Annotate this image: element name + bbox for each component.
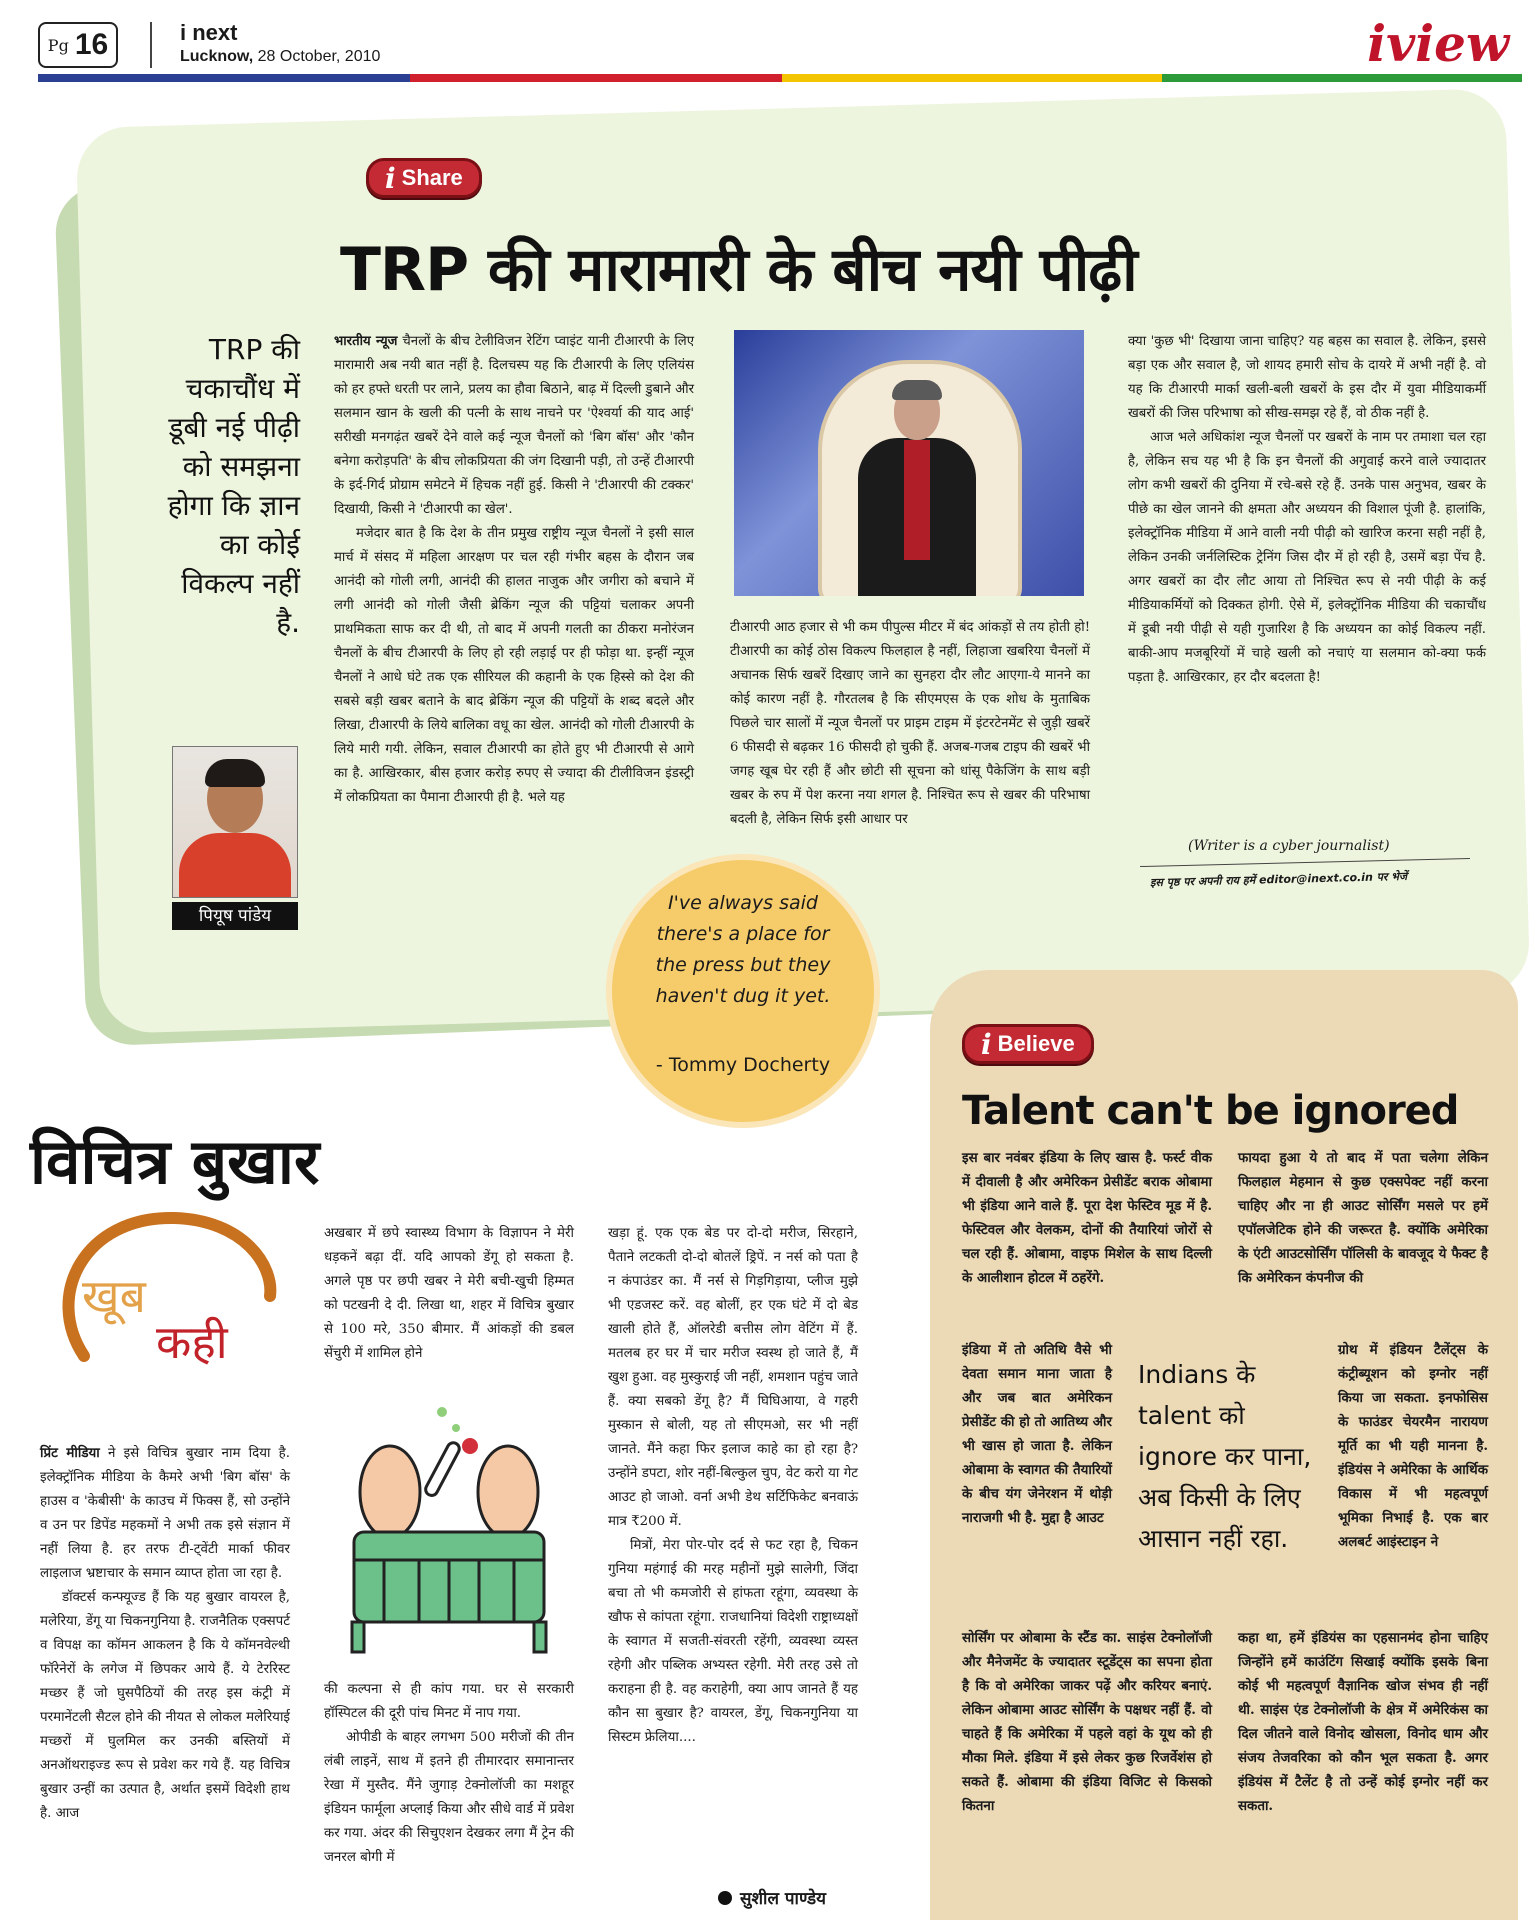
author-photo: [172, 746, 298, 898]
fever-byline-name: सुशील पाण्डेय: [740, 1889, 826, 1909]
sick-patient-illustration: [324, 1400, 574, 1660]
believe-col1-bottom-text: सोर्सिंग पर ओबामा के स्टैंड का. साइंस टेक्नोलॉजी और मैनेजमेंट के ज्यादातर स्टूडेंट्स का सपना होता है कि वो अमेरिका जाकर पढ़ें और करियर बनाएं. लेकिन ओबामा आउट सोर्सिंग के पक्षधर नहीं हैं. वो चाहते हैं कि अमेरिका में पहले वहां के यूथ को ही मौका मिले. इंडिया में इसे लेकर कुछ रिजर्वेशंस हो सकते हैं. ओबामा की इंडिया विजिट से किसको कितना: [962, 1630, 1212, 1814]
badge-i-letter: i: [981, 1027, 992, 1061]
dateline-city: Lucknow,: [180, 48, 254, 65]
fever-column-2-bottom: [324, 1678, 574, 1870]
fever-col1-para-2: डॉक्टर्स कन्फ्यूज्ड हैं कि यह बुखार वायरल है, मलेरिया, डेंगू या चिकनगुनिया है. राजनैतिक एक्सपर्ट व विपक्ष का कॉमन आकलन है कि ये कॉमनवेल्थी फॉरेनेरों के लगेज में छिपकर आये हैं. ये टेररिस्ट मच्छर हैं जो घुसपैठियों की तरह इस कंट्री में परमानेंटली सैटल होने की नीयत से लोकल मलेरियाई मच्छरों में घुलमिल कर उनकी बस्तियों में अनऑथराइज्ड रूप से प्रवेश कर गये हैं. यह विचित्र बुखार उन्हीं का उत्पात है, अर्थात इसमें विदेशी हाथ है. आज: [40, 1590, 290, 1821]
believe-pull-quote: Indians के talent को ignore कर पाना, अब किसी के लिए आसान नहीं रहा.: [1138, 1360, 1312, 1553]
share-col3-para-1: क्या 'कुछ भी' दिखाया जाना चाहिए? यह बहस का सवाल है. लेकिन, इससे बड़ा एक और सवाल है, जो शायद हमारी सोच के दायरे में अभी नहीं है. वो यह कि टीआरपी मार्का खली-बली खबरों के इस दौर में युवा मीडियाकर्मी खबरों की जिस परिभाषा को सीख-समझ रहे हैं, वो ठीक नहीं है.: [1128, 334, 1486, 421]
believe-col2-top-text: फायदा हुआ ये तो बाद में पता चलेगा लेकिन फिलहाल मेहमान से कुछ एक्सपेक्ट नहीं करना चाहिए और ना ही आउट सोर्सिंग मसले पर हमें एपॉलजेटिक होने की जरूरत है. क्योंकि अमेरिका के एंटी आउटसोर्सिंग पॉलिसी के बावजूद ये फैक्ट है कि अमेरिकन कंपनीज की: [1238, 1150, 1488, 1286]
fever-column-2-top: [324, 1222, 574, 1366]
believe-col2-mid: [1338, 1338, 1488, 1554]
page-number: 16: [74, 28, 109, 61]
writer-note: (Writer is a cyber journalist): [1188, 838, 1390, 854]
page-number-box: [38, 22, 118, 68]
quote-text: I've always said there's a place for the press but they haven't dug it yet.: [655, 892, 831, 1007]
publication-name: i next: [180, 20, 238, 45]
logo-word-2: कही: [156, 1315, 228, 1369]
badge-i-letter: i: [385, 161, 396, 195]
share-col1-para-1-text: चैनलों के बीच टेलीविजन रेटिंग प्वाइंट यानी टीआरपी के लिए मारामारी अब नयी बात नहीं है. दिलचस्प यह कि टीआरपी के लिए एलियंस को हर हफ्ते धरती पर लाने, प्रलय का हौवा बिठाने, बाढ़ में दिल्ली डुबाने और सलमान खान के खली की पत्नी के साथ नाचने पर 'ऐश्वर्या की याद आई' सरीखी मनगढ़ंत खबरें देने वाले कई न्यूज चैनलों को 'बिग बॉस' और 'कौन बनेगा करोड़पति' के बीच लोकप्रियता की जंग दिखानी पड़ी, तो उन्हें टीआरपी के इर्द-गिर्द प्रोग्राम समेटने में हिचक नहीं हुई. किसी ने 'टीआरपी की टक्कर' दिखायी, किसी ने 'टीआरपी का खेल'.: [334, 334, 694, 517]
fever-byline: [718, 1886, 826, 1909]
khoob-kahi-logo: [44, 1206, 284, 1406]
fever-col3-para-1: खड़ा हूं. एक एक बेड पर दो-दो मरीज, सिरहाने, पैताने लटकती दो-दो बोतलें ड्रिपें. न नर्स को पता है न कंपाउंडर का. मैं नर्स से गिड़गिड़ाया, प्लीज मुझे भी एडजस्ट करें. वह बोलीं, हर एक घंटे में दो बेड खाली होते हैं, ऑलरेडी बत्तीस लोग वेटिंग में हैं. मतलब हर घर में चार मरीज स्वस्थ हो जाते हैं, मैं खुश हुआ. वह मुस्कुराई जी नहीं, शमशान पहुंच जाते हैं. क्या सबको डेंगू है? मैं घिघिआया, वे गहरी मुस्कान से बोली, यह तो सीएमओ, सर भी नहीं जानते. मैंने कहा फिर इलाज काहे का हो रहा है? उन्होंने डपटा, शोर नहीं-बिल्कुल चुप, वेट करो या गेट आउट हो जाओ. वर्ना अभी डेथ सर्टिफिकेट बनवाऊं मात्र ₹200 में.: [608, 1226, 858, 1529]
dateline: [180, 48, 380, 66]
contact-line: इस पृष्ठ पर अपनी राय हमें editor@inext.co.in पर भेजें: [1149, 869, 1408, 890]
color-bar-green: [1162, 74, 1522, 82]
believe-col1-bottom: [962, 1626, 1212, 1818]
fever-column-1: [40, 1442, 290, 1826]
fever-col2-bottom-para-1: की कल्पना से ही कांप गया. घर से सरकारी हॉस्पिटल की दूरी पांच मिनट में नाप गया.: [324, 1682, 574, 1721]
celebrity-photo: [734, 330, 1084, 596]
share-col2-para-1: टीआरपी आठ हजार से भी कम पीपुल्स मीटर में बंद आंकड़ों से तय होती हो! टीआरपी का कोई ठोस विकल्प फिलहाल है नहीं, लिहाजा खबरिया चैनलों में अचानक सिर्फ खबरें दिखाए जाने का सुनहरा दौर लौट आएगा-ये मानने का कोई कारण नहीं है. गौरतलब है कि सीएमएस के एक शोध के मुताबिक पिछले चार सालों में न्यूज चैनलों पर प्राइम टाइम में इंटरटेनमेंट से जुड़ी खबरें 6 फीसदी से बढ़कर 16 फीसदी हो चुकी हैं. अजब-गजब टाइप की खबरें भी जगह खूब घेर रही हैं और छोटी सी सूचना को धांसू पैकेजिंग के साथ बड़ी खबर के रुप में पेश करना नया शगल है. निश्चित रूप से खबर की परिभाषा बदली है, लेकिन सिर्फ इसी आधार पर: [730, 620, 1090, 827]
patient-in-bed-drawing: [324, 1400, 574, 1660]
believe-col1-top: [962, 1146, 1212, 1290]
byline-bullet: [718, 1891, 732, 1905]
believe-col1-mid: [962, 1338, 1112, 1530]
fever-col2-bottom-para-2: ओपीडी के बाहर लगभग 500 मरीजों की तीन लंबी लाइनें, साथ में इतने ही तीमारदार समानान्तर रेखा में मुस्तैद. मैंने जुगाड़ टेक्नोलॉजी का मशहूर इंडियन फार्मूला अप्लाई किया और सीधे वार्ड में प्रवेश कर गया. अंदर की सिचुएशन देखकर लगा मैं ट्रेन की जनरल बोगी में: [324, 1730, 574, 1865]
color-bar-red: [410, 74, 782, 82]
believe-col1-top-text: इस बार नवंबर इंडिया के लिए खास है. फर्स्ट वीक में दीवाली है और अमेरिकन प्रेसीडेंट बराक ओबामा भी इंडिया आने वाले हैं. पूरा देश फेस्टिव मूड में है. फेस्टिवल और वेलकम, दोनों की तैयारियां जोरों से चल रही हैं. ओबामा, वाइफ मिशेल के साथ दिल्ली के आलीशान होटल में ठहरेंगे.: [962, 1150, 1212, 1286]
fever-lead-in: प्रिंट मीडिया: [40, 1446, 100, 1461]
believe-col2-mid-text: ग्रोथ में इंडियन टैलेंट्स के कंट्रीब्यूशन को इग्नोर नहीं किया जा सकता. इनफोसिस के फाउंडर चेयरमैन नारायण मूर्ति का भी यही मानना है. इंडियंस ने अमेरिका के आर्थिक विकास में भी महत्वपूर्ण भूमिका निभाई है. एक बार अलबर्ट आइंस्टाइन ने: [1338, 1342, 1488, 1550]
share-column-2: [730, 616, 1090, 832]
author-caption: पियूष पांडेय: [172, 902, 298, 930]
share-col1-para-2: मजेदार बात है कि देश के तीन प्रमुख राष्ट्रीय न्यूज चैनलों ने इसी साल मार्च में संसद में महिला आरक्षण पर चल रही गंभीर बहस के दौरान जब आनंदी को गोली लगी, आनंदी की हालत नाजुक और जगीरा को बचाने में लगी आनंदी को गोली जैसी ब्रेकिंग न्यूज की पट्टियां चलाकर अपनी प्राथमिकता साफ कर दी थी, तो बाद में अपनी गलती का ठीकरा मनोरंजन चैनलों के बीच टीआरपी के लिए हो रही लड़ाई पर ही फोड़ा था. इन्हीं न्यूज चैनलों ने आधे घंटे तक एक सीरियल की कहानी के एक हिस्से को देश की सबसे बड़ी खबर बताने के बाद ब्रेकिंग न्यूज की पट्टियों के शब्द बदले और लिखा, टीआरपी के लिये बालिका वधू का खेल. आनंदी को गोली टीआरपी के लिये मारी गयी. लेकिन, सवाल टीआरपी का होते हुए भी टीआरपी से आगे का है. आखिरकार, बीस हजार करोड़ रुपए से ज्यादा की टीलीविजन इंडस्ट्री में लोकप्रियता का पैमाना टीआरपी ही है. भले यह: [334, 526, 694, 805]
believe-col2-bottom-text: कहा था, हमें इंडियंस का एहसानमंद होना चाहिए जिन्होंने हमें काउंटिंग सिखाई क्योंकि इसके बिना कोई भी महत्वपूर्ण वैज्ञानिक खोज संभव ही नहीं थी. साइंस एंड टेक्नोलॉजी के क्षेत्र में अमेरिकंस का दिल जीतने वाले विनोद खोसला, विनोद धाम और संजय तेजवरिका को कौन भूल सकता है. अगर इंडियंस में टैलेंट है तो उन्हें कोई इग्नोर नहीं कर सकता.: [1238, 1630, 1488, 1814]
share-col1-para-1: [334, 330, 694, 522]
header-divider: [150, 22, 152, 68]
dateline-date: 28 October, 2010: [257, 48, 381, 65]
believe-headline: Talent can't be ignored: [962, 1088, 1459, 1134]
believe-badge: [962, 1024, 1094, 1064]
believe-badge-label: Believe: [997, 1031, 1075, 1056]
believe-col2-bottom: [1238, 1626, 1488, 1818]
quote-circle: [612, 860, 874, 1122]
quote-attribution: - Tommy Docherty: [655, 1054, 831, 1076]
share-col3-para-2: आज भले अधिकांश न्यूज चैनलों पर खबरों के नाम पर तमाशा चल रहा है, लेकिन सच यह भी है कि इन चैनलों की अगुवाई करने वाले ज्यादातर लोग कभी खबरों की दुनिया में रचे-बसे रहे हैं. उनके पास अनुभव, खबर के पीछे का खेल जानने की क्षमता और अध्ययन की विशाल पूंजी है. हालांकि, इलेक्ट्रॉनिक मीडिया में आने वाली नयी पीढ़ी को खारिज करना सही नहीं है, लेकिन उनकी जर्नलिस्टिक ट्रेनिंग जिस दौर में हो रही है, उसमें बड़ा पेंच है. अगर खबरों का दौर लौट आया तो निश्चित रूप से नयी पीढ़ी के कई मीडियाकर्मियों को दिक्कत होगी. ऐसे में, इलेक्ट्रॉनिक मीडिया की चकाचौंध में डूबी नयी पीढ़ी से यही गुजारिश है कि अध्ययन का कोई विकल्प नहीं. बाकी-आप मजबूरियों में चाहे खली को नचाएं या सलमान को-क्या फर्क पड़ता है. आखिरकार, हर दौर बदलता है!: [1128, 430, 1486, 685]
believe-col2-top: [1238, 1146, 1488, 1290]
share-pull-quote: TRP की चकाचौंध में डूबी नई पीढ़ी को समझना होगा कि ज्ञान का कोई विकल्प नहीं है.: [167, 333, 300, 639]
fever-headline: विचित्र बुखार: [30, 1125, 320, 1198]
section-brand-logo: iview: [1367, 14, 1509, 73]
logo-word-1: खूब: [82, 1269, 146, 1323]
share-column-1: [334, 330, 694, 810]
share-headline: TRP की मारामारी के बीच नयी पीढ़ी: [340, 235, 1137, 305]
share-badge: [366, 158, 482, 198]
fever-col1-para-1-text: ने इसे विचित्र बुखार नाम दिया है. इलेक्ट्रॉनिक मीडिया के कैमरे अभी 'बिग बॉस' के हाउस व 'केबीसी' के काउच में फिक्स हैं, सो उन्होंने व उन पर डिपेंड महकमों ने अभी तक इसे संज्ञान में नहीं लिया है. हर तरफ टी-ट्वेंटी मार्का फीवर लाइलाज भ्रष्टाचार के समान व्याप्त होता जा रहा है.: [40, 1446, 290, 1581]
share-column-3: [1128, 330, 1486, 690]
fever-col2-top-text: अखबार में छपे स्वास्थ्य विभाग के विज्ञापन ने मेरी धड़कनें बढ़ा दीं. यदि आपको डेंगू हो सकता है. अगले पृष्ठ पर छपी खबर ने मेरी बची-खुची हिम्मत को पटखनी दे दी. लिखा था, शहर में विचित्र बुखार से 100 मरे, 350 बीमार. मैं आंकड़ों की डबल सेंचुरी में शामिल होने: [324, 1226, 574, 1361]
color-bar-blue: [38, 74, 410, 82]
fever-col3-para-2: मित्रों, मेरा पोर-पोर दर्द से फट रहा है, चिकन गुनिया महंगाई की मरह महीनों मुझे सालेगी, जिंदा बचा तो भी कमजोरी से हांफता रहूंगा, व्यवस्था के खौफ से कांपता रहूंगा. राजधानियां विदेशी राष्ट्राध्यक्षों के स्वागत में सजती-संवरती रहेंगी, व्यवस्था व्यस्त रहेगी और पब्लिक अभ्यस्त रहेगी. मेरी तरह उसे तो कराहना ही है. वह कराहेगी, क्या आप जानते हैं यह कौन सा बुखार है? वायरल, डेंगू, चिकनगुनिया या सिस्टम फ्रेलिया....: [608, 1538, 858, 1745]
logo-swoosh: [44, 1206, 284, 1406]
fever-col1-para-1: [40, 1442, 290, 1586]
share-lead-in: भारतीय न्यूज: [334, 334, 398, 349]
color-bar-yellow: [782, 74, 1162, 82]
page-prefix: Pg: [47, 35, 69, 55]
share-badge-label: Share: [401, 165, 463, 190]
believe-col1-mid-text: इंडिया में तो अतिथि वैसे भी देवता समान माना जाता है और जब बात अमेरिकन प्रेसीडेंट की हो तो आतिथ्य और भी खास हो जाता है. लेकिन ओबामा के स्वागत की तैयारियों के बीच यंग जेनेरशन में थोड़ी नाराजगी भी है. मुद्दा है आउट: [962, 1342, 1112, 1526]
fever-column-3: [608, 1222, 858, 1750]
